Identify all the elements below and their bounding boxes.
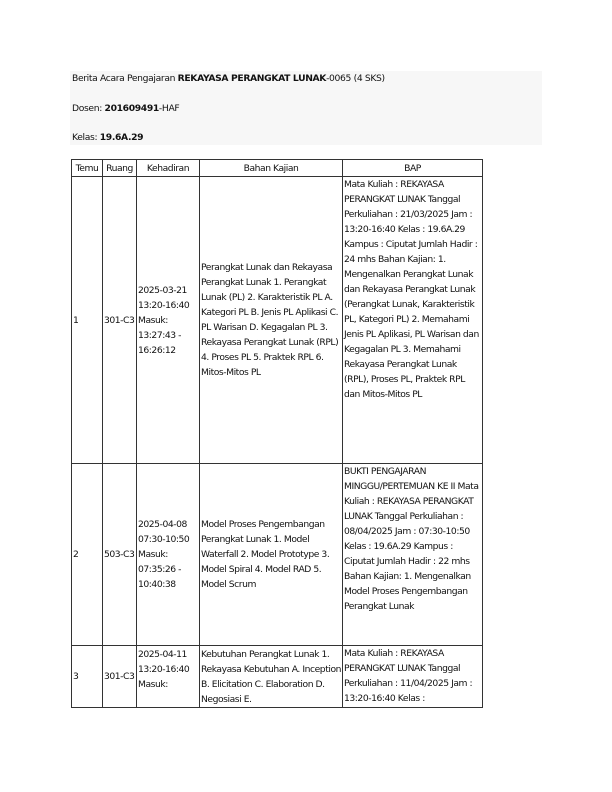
class-line	[72, 132, 143, 144]
cell-bap	[343, 646, 483, 708]
col-header-ruang: Ruang	[103, 160, 137, 177]
cell-ruang: 503-C3	[103, 464, 137, 646]
class-label: Kelas:	[72, 132, 100, 143]
table-row	[72, 646, 483, 708]
col-header-kehadiran: Kehadiran	[137, 160, 200, 177]
col-header-bap: BAP	[343, 160, 483, 177]
cell-kehadiran: 2025-04-08 07:30-10:50 Masuk: 07:35:26 - 10:40:38	[137, 464, 200, 646]
lecturer-line	[72, 103, 179, 115]
teaching-log-table	[71, 159, 483, 708]
cell-temu: 2	[72, 464, 103, 646]
course-name: REKAYASA PERANGKAT LUNAK	[177, 73, 327, 84]
report-title	[72, 73, 385, 85]
title-prefix: Berita Acara Pengajaran	[72, 73, 178, 84]
cell-temu: 1	[72, 177, 103, 464]
lecturer-id: 201609491	[104, 103, 159, 114]
course-code: -0065 (4 SKS)	[326, 73, 385, 84]
cell-ruang: 301-C3	[103, 177, 137, 464]
cell-kehadiran	[137, 646, 200, 708]
cell-bahan-kajian-text: Kebutuhan Perangkat Lunak 1. Rekayasa Kebutuhan A. Inception B. Elicitation C. Elaboration D. Negosiasi E.	[201, 648, 341, 705]
col-header-temu: Temu	[72, 160, 103, 177]
cell-temu: 3	[72, 646, 103, 708]
table-row	[72, 177, 483, 464]
table-header-row	[72, 160, 483, 177]
class-value: 19.6A.29	[99, 132, 144, 143]
lecturer-label: Dosen:	[72, 103, 105, 114]
cell-ruang: 301-C3	[103, 646, 137, 708]
cell-bahan-kajian: Perangkat Lunak dan Rekayasa Perangkat Lunak 1. Perangkat Lunak (PL) 2. Karakteristik PL A. Kategori PL B. Jenis PL Aplikasi C. PL Warisan D. Kegagalan PL 3. Rekayasa Perangkat Lunak (RPL) 4. Proses PL 5. Praktek RPL 6. Mitos-Mitos PL	[200, 177, 343, 464]
cell-bahan-kajian	[200, 646, 343, 708]
cell-bap-text: Mata Kuliah : REKAYASA PERANGKAT LUNAK Tanggal Perkuliahan : 11/04/2025 Jam : 13:20-16:40 Kelas :	[344, 648, 473, 704]
cell-kehadiran-text: 2025-04-11 13:20-16:40 Masuk:	[138, 648, 190, 690]
cell-bahan-kajian: Model Proses Pengembangan Perangkat Lunak 1. Model Waterfall 2. Model Prototype 3. Model Spiral 4. Model RAD 5. Model Scrum	[200, 464, 343, 646]
lecturer-code: -HAF	[158, 103, 180, 114]
cell-kehadiran: 2025-03-21 13:20-16:40 Masuk: 13:27:43 - 16:26:12	[137, 177, 200, 464]
col-header-bahan-kajian: Bahan Kajian	[200, 160, 343, 177]
table-row	[72, 464, 483, 646]
cell-bap: BUKTI PENGAJARAN MINGGU/PERTEMUAN KE II Mata Kuliah : REKAYASA PERANGKAT LUNAK Tanggal Perkuliahan : 08/04/2025 Jam : 07:30-10:50 Kelas : 19.6A.29 Kampus : Ciputat Jumlah Hadir : 22 mhs Bahan Kajian: 1. Mengenalkan Model Proses Pengembangan Perangkat Lunak	[343, 464, 483, 646]
cell-bap: Mata Kuliah : REKAYASA PERANGKAT LUNAK Tanggal Perkuliahan : 21/03/2025 Jam : 13:20-16:40 Kelas : 19.6A.29 Kampus : Ciputat Jumlah Hadir : 24 mhs Bahan Kajian: 1. Mengenalkan Perangkat Lunak dan Rekayasa Perangkat Lunak (Perangkat Lunak, Karakteristik PL, Kategori PL) 2. Memahami Jenis PL Aplikasi, PL Warisan dan Kegagalan PL 3. Memahami Rekayasa Perangkat Lunak (RPL), Proses PL, Praktek RPL dan Mitos-Mitos PL	[343, 177, 483, 464]
